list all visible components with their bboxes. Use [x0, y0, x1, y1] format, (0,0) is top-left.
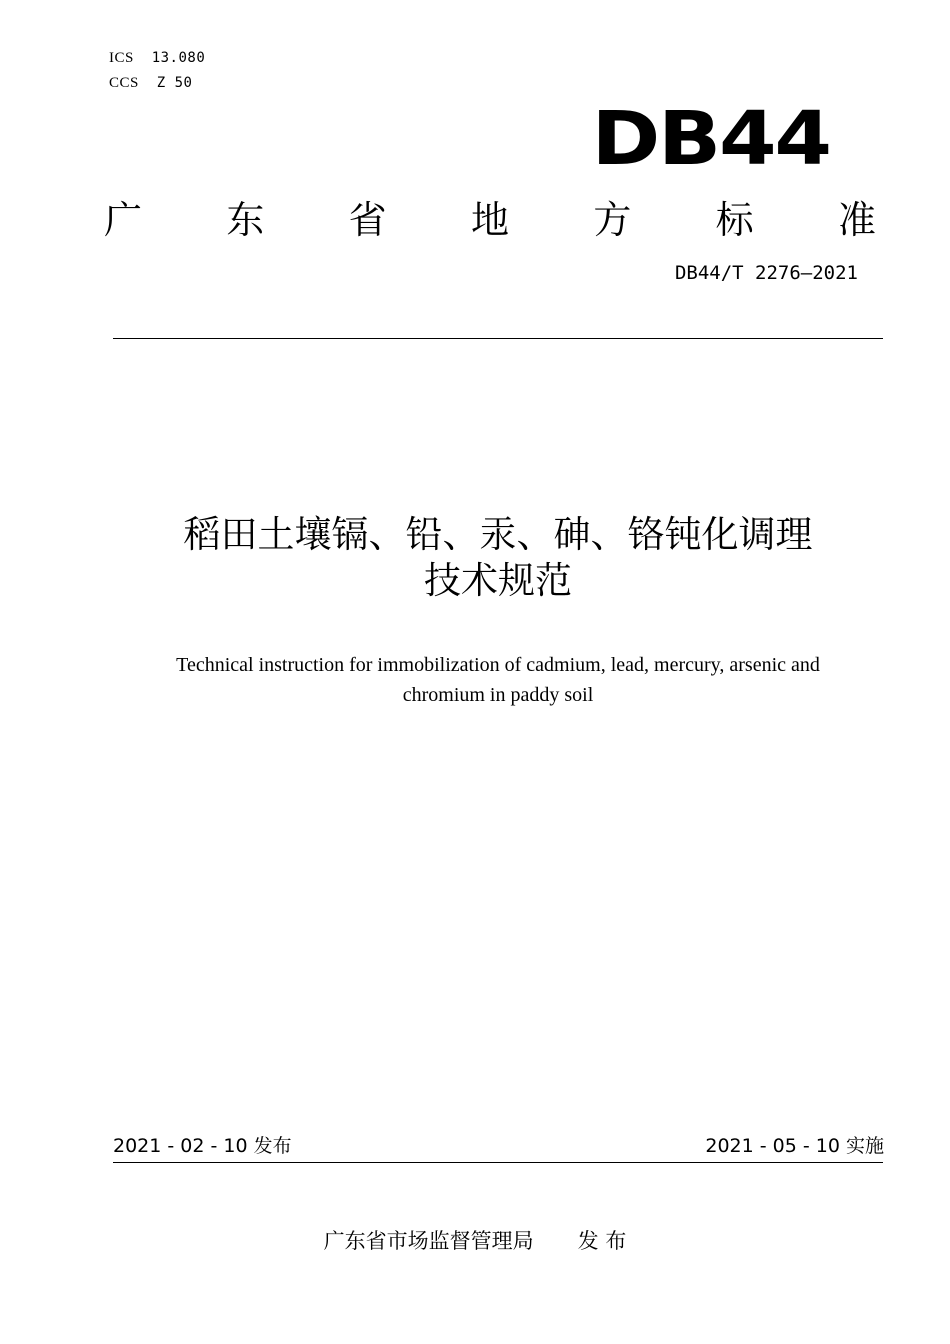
issuer-action: 发 布: [577, 1229, 627, 1253]
ics-line: [109, 46, 205, 71]
standard-type-char: 东: [226, 198, 265, 242]
top-divider: [113, 338, 883, 339]
standard-type-char: 广: [104, 198, 143, 242]
ics-code: 13.080: [151, 50, 206, 66]
bottom-divider: [113, 1162, 883, 1163]
ics-label: ICS: [109, 50, 134, 66]
implementation-date: 2021 - 05 - 10 实施: [705, 1135, 884, 1157]
standard-type-char: 方: [593, 198, 632, 242]
standard-type-char: 地: [470, 198, 509, 242]
standard-code: DB44/T 2276—2021: [674, 262, 858, 284]
standard-type-title: [104, 196, 876, 244]
db44-logo: DB44: [591, 96, 830, 182]
ccs-label: CCS: [109, 75, 139, 91]
english-title-line: Technical instruction for immobilization of cadmium, lead, mercury, arsenic and: [176, 654, 820, 676]
chinese-title-line: 稻田土壤镉、铅、汞、砷、铬钝化调理: [183, 513, 813, 556]
english-title: [90, 650, 906, 710]
ccs-line: [109, 71, 205, 96]
issuer-name: 广东省市场监督管理局: [323, 1229, 534, 1253]
english-title-line: chromium in paddy soil: [402, 684, 594, 706]
standard-type-char: 准: [837, 198, 876, 242]
chinese-title-line: 技术规范: [424, 559, 572, 602]
issuer-line: [0, 1226, 950, 1256]
standard-type-char: 省: [348, 198, 387, 242]
classification-block: [109, 46, 205, 96]
chinese-title: [60, 512, 936, 604]
standard-type-char: 标: [715, 198, 754, 242]
issue-date: 2021 - 02 - 10 发布: [113, 1135, 292, 1157]
ccs-code: Z 50: [156, 75, 193, 91]
